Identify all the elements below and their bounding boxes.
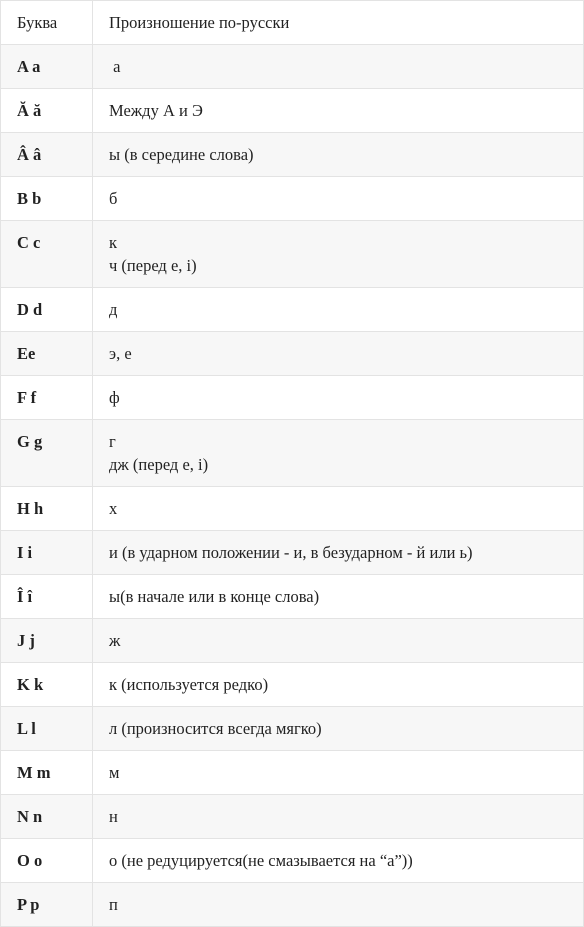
pronunciation-line: н	[109, 807, 118, 826]
letter-cell: Ă ă	[1, 89, 93, 133]
table-row	[1, 531, 584, 575]
pronunciation-line: а	[109, 57, 121, 76]
pronunciation-line: м	[109, 763, 120, 782]
pronunciation-cell	[93, 575, 584, 619]
table-row	[1, 663, 584, 707]
table-header-row	[1, 1, 584, 45]
pronunciation-line: к (используется редко)	[109, 675, 269, 694]
table-row	[1, 839, 584, 883]
pronunciation-cell	[93, 839, 584, 883]
pronunciation-cell	[93, 420, 584, 487]
pronunciation-line: л (произносится всегда мягко)	[109, 719, 322, 738]
pronunciation-line: о (не редуцируется(не смазывается на “а”))	[109, 851, 413, 870]
table-body	[1, 45, 584, 927]
pronunciation-cell	[93, 177, 584, 221]
pronunciation-line: Между А и Э	[109, 101, 203, 120]
table-row	[1, 883, 584, 927]
table-row	[1, 376, 584, 420]
pronunciation-cell	[93, 221, 584, 288]
pronunciation-cell	[93, 45, 584, 89]
letter-cell: G g	[1, 420, 93, 487]
letter-cell: Î î	[1, 575, 93, 619]
letter-cell: N n	[1, 795, 93, 839]
column-header-letter: Буква	[1, 1, 93, 45]
table-row	[1, 45, 584, 89]
column-header-pronunciation: Произношение по-русски	[93, 1, 584, 45]
pronunciation-cell	[93, 619, 584, 663]
letter-cell: J j	[1, 619, 93, 663]
pronunciation-line: дж (перед e, i)	[109, 455, 209, 474]
letter-cell: Â â	[1, 133, 93, 177]
pronunciation-line: ы (в середине слова)	[109, 145, 254, 164]
letter-cell: H h	[1, 487, 93, 531]
table-row	[1, 420, 584, 487]
letter-cell: F f	[1, 376, 93, 420]
table-row	[1, 177, 584, 221]
pronunciation-cell	[93, 133, 584, 177]
letter-cell: B b	[1, 177, 93, 221]
table-row	[1, 133, 584, 177]
pronunciation-cell	[93, 751, 584, 795]
pronunciation-cell	[93, 531, 584, 575]
pronunciation-line: ф	[109, 388, 120, 407]
pronunciation-cell	[93, 795, 584, 839]
pronunciation-cell	[93, 89, 584, 133]
pronunciation-cell	[93, 288, 584, 332]
pronunciation-line: п	[109, 895, 118, 914]
pronunciation-line: ы(в начале или в конце слова)	[109, 587, 320, 606]
pronunciation-cell	[93, 663, 584, 707]
letter-cell: L l	[1, 707, 93, 751]
letter-cell: M m	[1, 751, 93, 795]
pronunciation-cell	[93, 332, 584, 376]
pronunciation-cell	[93, 707, 584, 751]
table-row	[1, 221, 584, 288]
letter-cell: A a	[1, 45, 93, 89]
table-row	[1, 707, 584, 751]
table-row	[1, 288, 584, 332]
letter-cell: D d	[1, 288, 93, 332]
letter-cell: I i	[1, 531, 93, 575]
pronunciation-line: б	[109, 189, 118, 208]
pronunciation-line: и (в ударном положении - и, в безударном - й или ь)	[109, 543, 473, 562]
letter-cell: C c	[1, 221, 93, 288]
letter-cell: O o	[1, 839, 93, 883]
letter-cell: Ee	[1, 332, 93, 376]
table-row	[1, 619, 584, 663]
letter-cell: K k	[1, 663, 93, 707]
pronunciation-cell	[93, 487, 584, 531]
pronunciation-line: г	[109, 432, 116, 451]
table-row	[1, 487, 584, 531]
pronunciation-cell	[93, 376, 584, 420]
pronunciation-line: э, е	[109, 344, 132, 363]
table-row	[1, 89, 584, 133]
table-row	[1, 575, 584, 619]
letter-cell: P p	[1, 883, 93, 927]
pronunciation-line: х	[109, 499, 118, 518]
pronunciation-line: ч (перед e, i)	[109, 256, 197, 275]
pronunciation-line: к	[109, 233, 118, 252]
pronunciation-cell	[93, 883, 584, 927]
pronunciation-line: ж	[109, 631, 121, 650]
pronunciation-line: д	[109, 300, 118, 319]
table-row	[1, 795, 584, 839]
table-row	[1, 751, 584, 795]
table-row	[1, 332, 584, 376]
